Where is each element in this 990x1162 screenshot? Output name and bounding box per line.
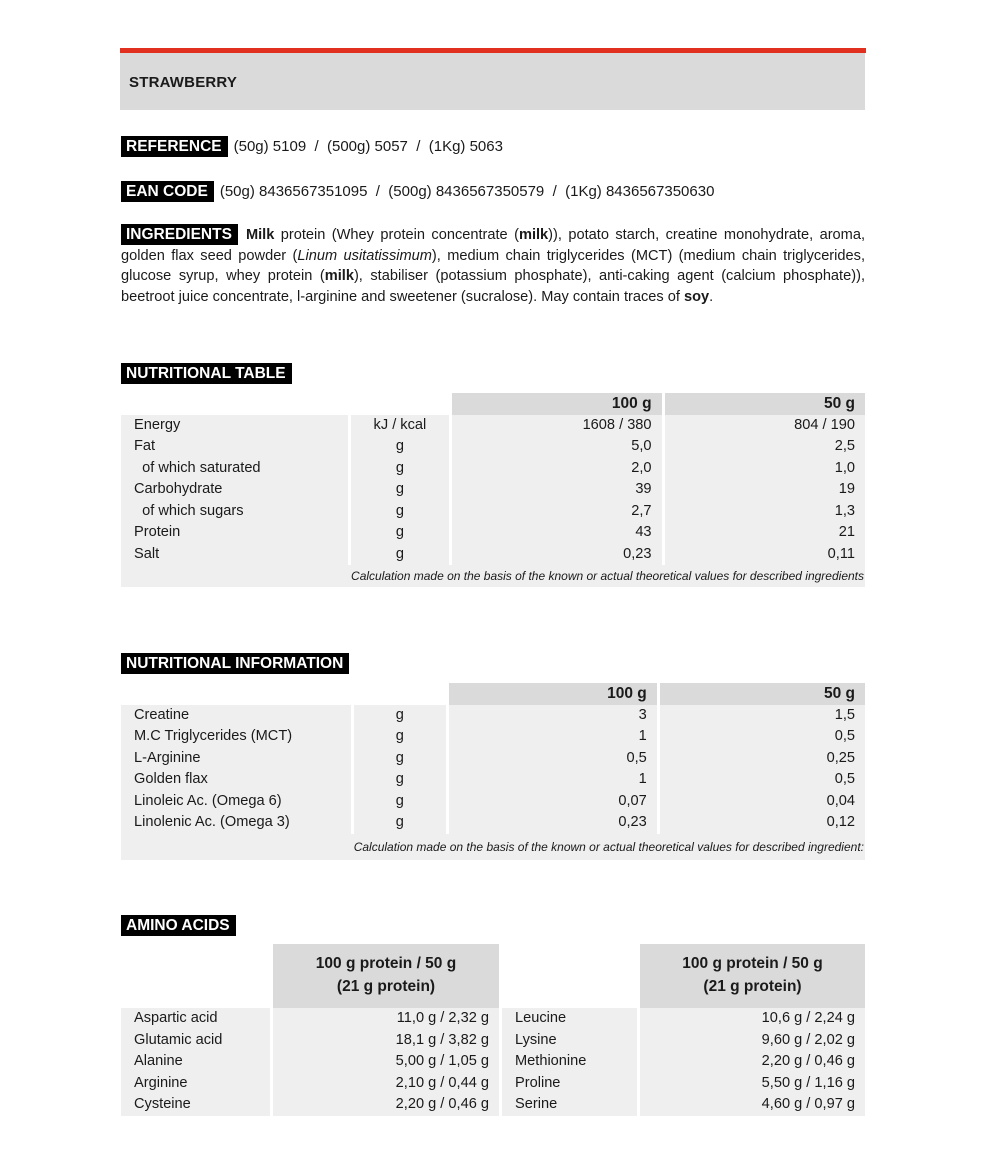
amino-acid-name: Cysteine <box>121 1094 273 1116</box>
table-row <box>121 1008 865 1030</box>
ingredients-label: INGREDIENTS <box>121 224 238 245</box>
header-line: 100 g protein / 50 g <box>682 955 823 972</box>
amino-acid-value: 4,60 g / 0,97 g <box>640 1094 865 1116</box>
table-row <box>121 726 865 748</box>
value-50g: 0,25 <box>660 748 865 770</box>
nutritional-information-table <box>121 683 865 860</box>
value-50g: 1,5 <box>660 705 865 727</box>
component-name: L-Arginine <box>121 748 354 770</box>
nutritional-information-heading <box>121 653 349 674</box>
value-50g: 2,5 <box>665 436 865 458</box>
nutrient-unit: g <box>351 522 452 544</box>
value-100g: 5,0 <box>452 436 665 458</box>
table-row <box>121 522 865 544</box>
component-name: Linoleic Ac. (Omega 6) <box>121 791 354 813</box>
component-name: Linolenic Ac. (Omega 3) <box>121 812 354 834</box>
section-label: AMINO ACIDS <box>121 915 236 936</box>
amino-acid-name: Arginine <box>121 1073 273 1095</box>
amino-acid-name: Alanine <box>121 1051 273 1073</box>
nutrient-unit: g <box>351 501 452 523</box>
section-label: NUTRITIONAL TABLE <box>121 363 292 384</box>
value-100g: 0,5 <box>449 748 660 770</box>
value-100g: 43 <box>452 522 665 544</box>
ingredients-block <box>121 224 865 307</box>
amino-acid-name: Lysine <box>502 1030 640 1052</box>
nutritional-table-heading <box>121 363 292 384</box>
col-header-50g: 50 g <box>660 683 865 705</box>
ean-line <box>121 181 714 202</box>
value-50g: 0,5 <box>660 769 865 791</box>
nutritional-table <box>121 393 865 587</box>
ean-value: (50g) 8436567351095 / (500g) 8436567350579 / (1Kg) 8436567350630 <box>219 183 715 200</box>
ingredient-text: )), potato starch, creatine monohydrate, aroma, golden flax seed powder ( <box>121 227 865 264</box>
component-unit: g <box>354 812 449 834</box>
amino-acid-value: 18,1 g / 3,82 g <box>273 1030 502 1052</box>
component-unit: g <box>354 769 449 791</box>
table-row <box>121 501 865 523</box>
nutrient-name: of which saturated <box>121 458 351 480</box>
table-row <box>121 812 865 834</box>
table-row <box>121 748 865 770</box>
amino-header-left <box>273 944 502 1008</box>
amino-acids-table <box>121 944 865 1116</box>
value-100g: 1 <box>449 769 660 791</box>
value-50g: 0,5 <box>660 726 865 748</box>
value-100g: 1 <box>449 726 660 748</box>
section-label: NUTRITIONAL INFORMATION <box>121 653 349 674</box>
nutrient-unit: g <box>351 458 452 480</box>
amino-acid-name: Methionine <box>502 1051 640 1073</box>
amino-acid-name: Glutamic acid <box>121 1030 273 1052</box>
nutrient-name: of which sugars <box>121 501 351 523</box>
table-note: Calculation made on the basis of the known or actual theoretical values for described ingredients <box>351 565 865 587</box>
table-row <box>121 769 865 791</box>
nutrient-name: Energy <box>121 415 351 437</box>
col-header-100g: 100 g <box>449 683 660 705</box>
reference-line <box>121 136 503 157</box>
value-50g: 1,0 <box>665 458 865 480</box>
amino-acid-value: 10,6 g / 2,24 g <box>640 1008 865 1030</box>
nutrient-unit: g <box>351 544 452 566</box>
amino-acid-name: Proline <box>502 1073 640 1095</box>
value-100g: 0,23 <box>452 544 665 566</box>
ingredient-text: ), stabiliser (potassium phosphate), anti-caking agent (calcium phosphate)), beetroot juice concentrate, l-arginine and sweetener (sucralose). May contain traces of <box>121 268 865 305</box>
value-100g: 39 <box>452 479 665 501</box>
product-flavor: STRAWBERRY <box>129 74 238 91</box>
value-100g: 0,23 <box>449 812 660 834</box>
product-header <box>120 53 865 110</box>
reference-value: (50g) 5109 / (500g) 5057 / (1Kg) 5063 <box>233 138 503 155</box>
nutrient-unit: g <box>351 436 452 458</box>
nutrient-unit: kJ / kcal <box>351 415 452 437</box>
value-50g: 19 <box>665 479 865 501</box>
table-row <box>121 544 865 566</box>
allergen-text: soy <box>683 288 710 305</box>
component-name: Creatine <box>121 705 354 727</box>
table-row <box>121 436 865 458</box>
amino-acid-value: 2,10 g / 0,44 g <box>273 1073 502 1095</box>
value-100g: 2,0 <box>452 458 665 480</box>
component-name: Golden flax <box>121 769 354 791</box>
nutrient-name: Protein <box>121 522 351 544</box>
table-row <box>121 791 865 813</box>
amino-acid-name: Aspartic acid <box>121 1008 273 1030</box>
ingredient-text: Milk <box>245 227 275 243</box>
nutrient-name: Fat <box>121 436 351 458</box>
value-100g: 1608 / 380 <box>452 415 665 437</box>
amino-acid-value: 2,20 g / 0,46 g <box>273 1094 502 1116</box>
table-note: Calculation made on the basis of the known or actual theoretical values for described ingredient: <box>354 834 865 860</box>
amino-acids-heading <box>121 915 236 936</box>
reference-label: REFERENCE <box>121 136 228 157</box>
table-row <box>121 1030 865 1052</box>
table-row <box>121 458 865 480</box>
table-row <box>121 1094 865 1116</box>
header-line: (21 g protein) <box>703 978 802 995</box>
component-unit: g <box>354 705 449 727</box>
table-row <box>121 1051 865 1073</box>
amino-header-right <box>640 944 865 1008</box>
component-name: M.C Triglycerides (MCT) <box>121 726 354 748</box>
amino-acid-value: 5,00 g / 1,05 g <box>273 1051 502 1073</box>
value-50g: 21 <box>665 522 865 544</box>
table-row <box>121 479 865 501</box>
amino-acid-value: 11,0 g / 2,32 g <box>273 1008 502 1030</box>
allergen-text: milk <box>518 227 549 243</box>
value-100g: 3 <box>449 705 660 727</box>
ean-label: EAN CODE <box>121 181 214 202</box>
header-line: 100 g protein / 50 g <box>315 955 457 972</box>
header-line: (21 g protein) <box>336 978 436 995</box>
nutrient-name: Salt <box>121 544 351 566</box>
amino-acid-value: 5,50 g / 1,16 g <box>640 1073 865 1095</box>
nutrient-unit: g <box>351 479 452 501</box>
amino-acid-value: 2,20 g / 0,46 g <box>640 1051 865 1073</box>
col-header-100g: 100 g <box>452 393 665 415</box>
value-100g: 2,7 <box>452 501 665 523</box>
col-header-50g: 50 g <box>665 393 865 415</box>
amino-acid-value: 9,60 g / 2,02 g <box>640 1030 865 1052</box>
component-unit: g <box>354 748 449 770</box>
ingredient-text: . <box>709 288 714 305</box>
value-100g: 0,07 <box>449 791 660 813</box>
table-row <box>121 705 865 727</box>
table-row <box>121 1073 865 1095</box>
component-unit: g <box>354 726 449 748</box>
allergen-text: milk <box>324 268 354 284</box>
ingredient-text: ), medium chain triglycerides (MCT) (medium chain triglycerides, glucose syrup, whey protein ( <box>121 247 865 284</box>
latin-name-text: Linum usitatissimum <box>297 247 432 264</box>
value-50g: 804 / 190 <box>665 415 865 437</box>
component-unit: g <box>354 791 449 813</box>
ingredient-text: protein (Whey protein concentrate ( <box>274 227 519 243</box>
value-50g: 0,11 <box>665 544 865 566</box>
nutrient-name: Carbohydrate <box>121 479 351 501</box>
value-50g: 0,04 <box>660 791 865 813</box>
table-row <box>121 415 865 437</box>
amino-acid-name: Serine <box>502 1094 640 1116</box>
value-50g: 0,12 <box>660 812 865 834</box>
amino-acid-name: Leucine <box>502 1008 640 1030</box>
value-50g: 1,3 <box>665 501 865 523</box>
